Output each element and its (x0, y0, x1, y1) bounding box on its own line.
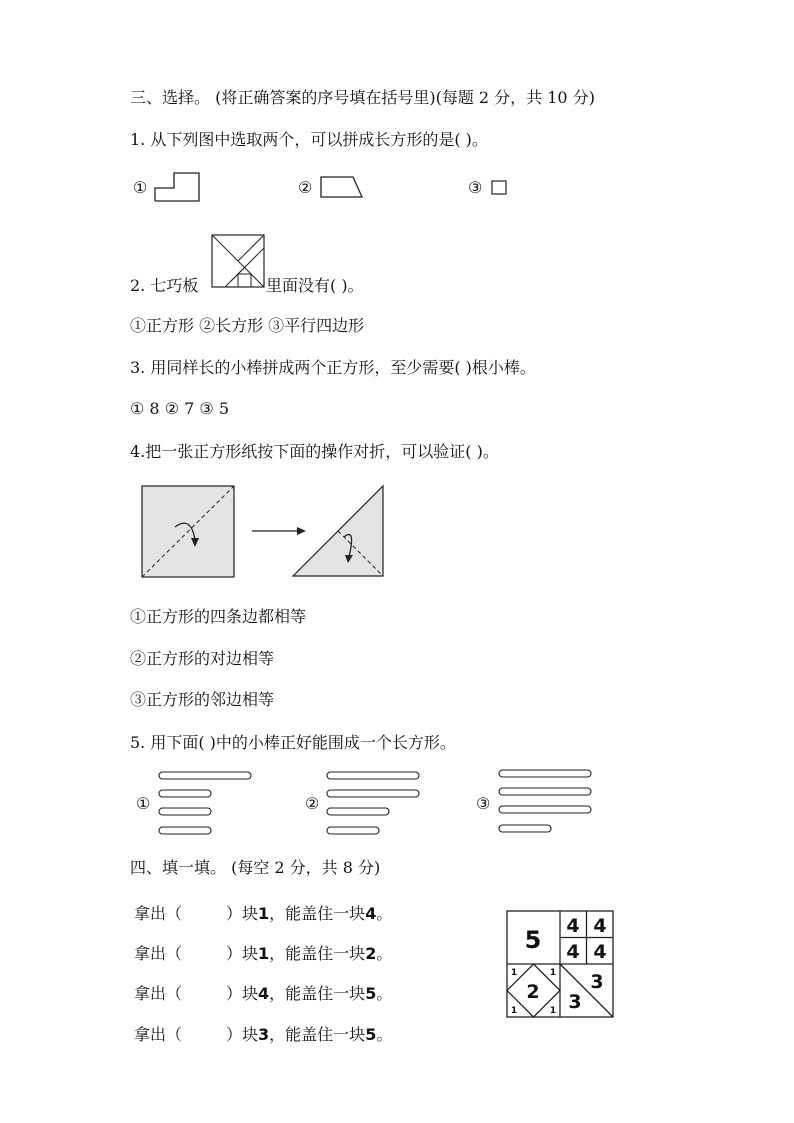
question-5-text: 5. 用下面( )中的小棒正好能围成一个长方形。 (130, 733, 456, 752)
fold-diagram (141, 485, 391, 580)
q1-square-shape (491, 180, 511, 196)
fill-row-4: 拿出（ ）块3，能盖住一块5。 (134, 1025, 393, 1044)
question-4-text: 4.把一张正方形纸按下面的操作对折，可以验证( )。 (130, 442, 499, 461)
grid-label-1b: 1 (549, 968, 557, 978)
grid-label-3a: 3 (590, 971, 604, 993)
q1-trapezoid-shape (320, 176, 370, 200)
grid-label-4a: 4 (566, 915, 580, 937)
grid-label-1c: 1 (510, 1006, 518, 1016)
fill-row-1: 拿出（ ）块1，能盖住一块4。 (134, 904, 393, 923)
q5-sticks-group-1 (158, 770, 258, 840)
fill-row-3: 拿出（ ）块4，能盖住一块5。 (134, 984, 393, 1003)
tangram-icon (211, 234, 267, 290)
question-2-suffix: 里面没有( )。 (266, 276, 364, 295)
grid-label-1a: 1 (510, 968, 518, 978)
q1-option-3-label: ③ (468, 178, 483, 197)
q5-option-1-label: ① (136, 794, 151, 813)
grid-label-5: 5 (524, 926, 542, 954)
grid-label-1d: 1 (549, 1006, 557, 1016)
section-3-heading: 三、选择。 (将正确答案的序号填在括号里)(每题 2 分，共 10 分) (130, 88, 595, 107)
fill-row-2: 拿出（ ）块1，能盖住一块2。 (134, 944, 393, 963)
question-3-options: ① 8 ② 7 ③ 5 (130, 399, 229, 418)
grid-label-4d: 4 (593, 941, 607, 963)
question-3-text: 3. 用同样长的小棒拼成两个正方形，至少需要( )根小棒。 (130, 358, 536, 377)
q5-option-2-label: ② (305, 794, 320, 813)
question-2-options: ①正方形 ②长方形 ③平行四边形 (130, 316, 365, 335)
q4-option-2: ②正方形的对边相等 (130, 649, 275, 668)
q1-option-2-label: ② (298, 178, 313, 197)
question-1-text: 1. 从下列图中选取两个，可以拼成长方形的是( )。 (130, 130, 488, 149)
q4-option-1: ①正方形的四条边都相等 (130, 607, 307, 626)
grid-label-3b: 3 (568, 991, 582, 1013)
q5-sticks-group-3 (498, 768, 598, 838)
q1-option-1-label: ① (133, 178, 148, 197)
question-2-prefix: 2. 七巧板 (130, 276, 199, 295)
q4-option-3: ③正方形的邻边相等 (130, 690, 275, 709)
q5-option-3-label: ③ (476, 794, 491, 813)
area-grid-figure (506, 910, 616, 1020)
section-4-heading: 四、填一填。 (每空 2 分，共 8 分) (130, 858, 381, 877)
grid-label-2: 2 (526, 981, 540, 1003)
q1-step-shape (155, 172, 205, 204)
q5-sticks-group-2 (326, 770, 426, 840)
grid-label-4c: 4 (566, 941, 580, 963)
grid-label-4b: 4 (593, 915, 607, 937)
